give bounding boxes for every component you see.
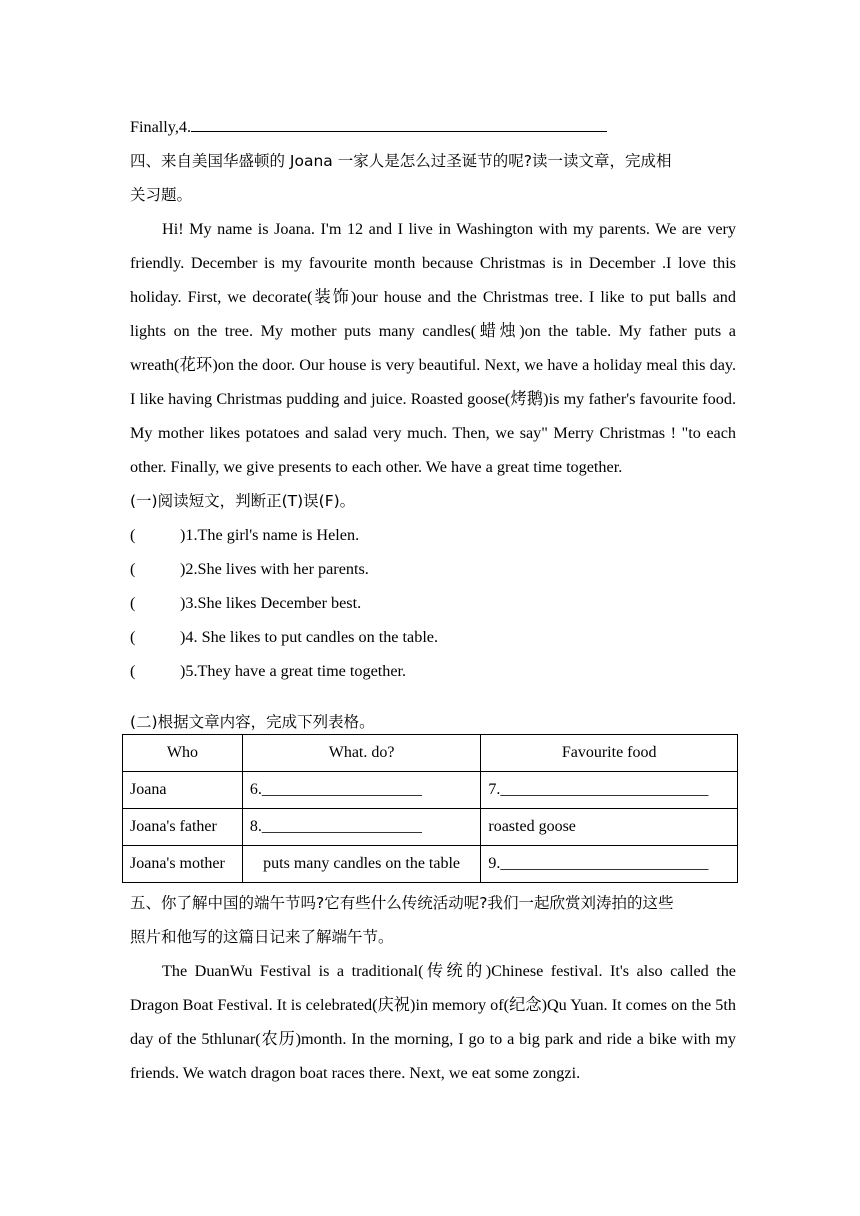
section4-heading-line2: 关习题。 (130, 186, 193, 204)
section4-heading-line1: 四、来自美国华盛顿的 Joana 一家人是怎么过圣诞节的呢?读一读文章，完成相 (130, 152, 672, 170)
table-cell: puts many candles on the table (242, 846, 481, 883)
duanwu-passage: The DuanWu Festival is a traditional(传统的)Chinese festival. It's also called the Dragon Boat Festival. It is celebrated(庆祝)in memory of(纪念)Qu Yuan. It comes on the 5th day of the 5thlunar(农历)month. In the morning, I go to a big park and ride a bike with my friends. We watch dragon boat races there. Next, we eat some zongzi. (130, 962, 736, 1082)
answer-blank-7[interactable]: 7.__________________________ (481, 772, 738, 809)
answer-bracket-1[interactable]: ( (130, 526, 136, 544)
table-header-row (123, 735, 738, 772)
question-3-text: )3.She likes December best. (180, 594, 362, 612)
answer-blank-6[interactable]: 6.____________________ (242, 772, 481, 809)
question-4 (130, 620, 736, 654)
table-row (123, 772, 738, 809)
question-5-text: )5.They have a great time together. (180, 662, 407, 680)
answer-bracket-5[interactable]: ( (130, 662, 136, 680)
part1-heading: (一)阅读短文，判断正(T)误(F)。 (130, 492, 356, 510)
answer-table (122, 734, 738, 883)
answer-blank-8[interactable]: 8.____________________ (242, 809, 481, 846)
table-header-food: Favourite food (481, 735, 738, 772)
answer-bracket-3[interactable]: ( (130, 594, 136, 612)
question-4-text: )4. She likes to put candles on the table. (180, 628, 439, 646)
table-cell: Joana (123, 772, 243, 809)
table-header-what: What. do? (242, 735, 481, 772)
table-row (123, 846, 738, 883)
question-1-text: )1.The girl's name is Helen. (180, 526, 360, 544)
question-5 (130, 654, 736, 688)
section-four (130, 110, 736, 688)
answer-bracket-4[interactable]: ( (130, 628, 136, 646)
section5-heading-line2: 照片和他写的这篇日记来了解端午节。 (130, 928, 394, 946)
answer-blank-4[interactable] (191, 117, 607, 132)
answer-bracket-2[interactable]: ( (130, 560, 136, 578)
table-cell: Joana's father (123, 809, 243, 846)
section-five (130, 886, 736, 1090)
question-3 (130, 586, 736, 620)
finally-line (130, 110, 736, 144)
table-header-who: Who (123, 735, 243, 772)
answer-blank-9[interactable]: 9.__________________________ (481, 846, 738, 883)
joana-passage: Hi! My name is Joana. I'm 12 and I live in Washington with my parents. We are very friendly. December is my favourite month because Christmas is in December .I love this holiday. First, we decorate(装饰)our house and the Christmas tree. I like to put balls and lights on the tree. My mother puts many candles(蜡烛)on the table. My father puts a wreath(花环)on the door. Our house is very beautiful. Next, we have a holiday meal this day. I like having Christmas pudding and juice. Roasted goose(烤鹅)is my father's favourite food. My mother likes potatoes and salad very much. Then, we say" Merry Christmas ! "to each other. Finally, we give presents to each other. We have a great time together. (130, 220, 736, 476)
part2-heading: (二)根据文章内容，完成下列表格。 (130, 713, 375, 731)
question-2 (130, 552, 736, 586)
table-row (123, 809, 738, 846)
table-cell: roasted goose (481, 809, 738, 846)
question-2-text: )2.She lives with her parents. (180, 560, 369, 578)
finally-label: Finally,4. (130, 118, 192, 136)
table-cell: Joana's mother (123, 846, 243, 883)
section5-heading-line1: 五、你了解中国的端午节吗?它有些什么传统活动呢?我们一起欣赏刘涛拍的这些 (130, 894, 674, 912)
question-1 (130, 518, 736, 552)
